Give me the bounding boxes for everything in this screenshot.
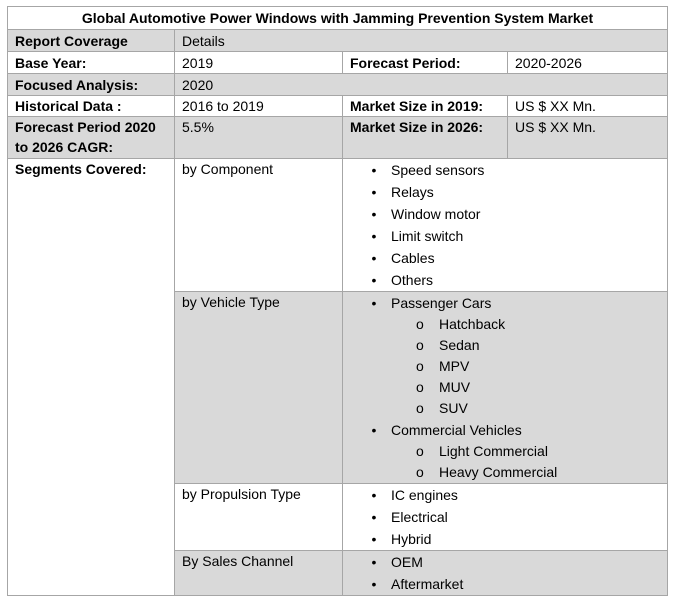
forecast-period-label: Forecast Period: bbox=[343, 52, 508, 74]
segment-list bbox=[343, 484, 667, 550]
bullet-icon: • bbox=[371, 272, 377, 288]
list-item bbox=[343, 292, 667, 419]
bullet-icon: • bbox=[371, 184, 377, 200]
sub-list-item bbox=[391, 314, 667, 335]
historical-label: Historical Data : bbox=[8, 96, 175, 117]
market-size-2019-label: Market Size in 2019: bbox=[343, 96, 508, 117]
list-item bbox=[343, 247, 667, 269]
focused-row bbox=[8, 74, 668, 96]
list-item bbox=[343, 484, 667, 506]
cagr-label: Forecast Period 2020 to 2026 CAGR: bbox=[8, 117, 175, 159]
list-item bbox=[343, 573, 667, 595]
list-item-label: Aftermarket bbox=[391, 576, 464, 592]
segment-items bbox=[343, 551, 668, 596]
coverage-value: Details bbox=[175, 30, 668, 52]
sub-item-label: Light Commercial bbox=[439, 443, 548, 459]
market-size-2026-value: US $ XX Mn. bbox=[508, 117, 668, 159]
sub-item-label: Heavy Commercial bbox=[439, 464, 558, 480]
list-item-label: Others bbox=[391, 272, 434, 288]
circle-bullet-icon: o bbox=[416, 337, 424, 353]
historical-row bbox=[8, 96, 668, 117]
list-item-label: IC engines bbox=[391, 487, 458, 503]
sub-list-item bbox=[391, 462, 667, 483]
bullet-icon: • bbox=[371, 531, 377, 547]
segment-list bbox=[343, 159, 667, 291]
segment-name: By Sales Channel bbox=[175, 551, 343, 596]
sub-item-label: SUV bbox=[439, 400, 468, 416]
circle-bullet-icon: o bbox=[416, 443, 424, 459]
sub-item-label: MUV bbox=[439, 379, 471, 395]
market-size-2019-value: US $ XX Mn. bbox=[508, 96, 668, 117]
list-item-label: Window motor bbox=[391, 206, 481, 222]
sub-item-label: MPV bbox=[439, 358, 470, 374]
list-item bbox=[343, 551, 667, 573]
segment-name: by Component bbox=[175, 159, 343, 292]
table-title: Global Automotive Power Windows with Jamming Prevention System Market bbox=[8, 7, 668, 30]
bullet-icon: • bbox=[371, 206, 377, 222]
list-item-label: Commercial Vehicles bbox=[391, 422, 522, 438]
segment-name: by Vehicle Type bbox=[175, 292, 343, 484]
bullet-icon: • bbox=[371, 487, 377, 503]
circle-bullet-icon: o bbox=[416, 400, 424, 416]
segments-label: Segments Covered: bbox=[8, 159, 175, 596]
list-item bbox=[343, 225, 667, 247]
list-item bbox=[343, 181, 667, 203]
bullet-icon: • bbox=[371, 509, 377, 525]
circle-bullet-icon: o bbox=[416, 464, 424, 480]
list-item-label: Electrical bbox=[391, 509, 448, 525]
list-item bbox=[343, 528, 667, 550]
list-item bbox=[343, 203, 667, 225]
cagr-value: 5.5% bbox=[175, 117, 343, 159]
bullet-icon: • bbox=[371, 295, 377, 311]
historical-value: 2016 to 2019 bbox=[175, 96, 343, 117]
sub-list bbox=[391, 441, 667, 483]
segment-items bbox=[343, 159, 668, 292]
market-report-table bbox=[7, 6, 668, 596]
bullet-icon: • bbox=[371, 162, 377, 178]
segment-name: by Propulsion Type bbox=[175, 484, 343, 551]
list-item-label: Hybrid bbox=[391, 531, 432, 547]
sub-item-label: Sedan bbox=[439, 337, 480, 353]
coverage-label: Report Coverage bbox=[8, 30, 175, 52]
segment-items bbox=[343, 484, 668, 551]
focused-label: Focused Analysis: bbox=[8, 74, 175, 96]
list-item bbox=[343, 419, 667, 483]
list-item bbox=[343, 159, 667, 181]
circle-bullet-icon: o bbox=[416, 379, 424, 395]
circle-bullet-icon: o bbox=[416, 358, 424, 374]
list-item-label: Speed sensors bbox=[391, 162, 485, 178]
segment-row-component bbox=[8, 159, 668, 292]
list-item-label: OEM bbox=[391, 554, 423, 570]
bullet-icon: • bbox=[371, 554, 377, 570]
focused-value: 2020 bbox=[175, 74, 668, 96]
list-item bbox=[343, 269, 667, 291]
title-row bbox=[8, 7, 668, 30]
list-item bbox=[343, 506, 667, 528]
forecast-period-value: 2020-2026 bbox=[508, 52, 668, 74]
sub-list-item bbox=[391, 377, 667, 398]
list-item-label: Passenger Cars bbox=[391, 295, 492, 311]
segment-list bbox=[343, 551, 667, 595]
base-year-row bbox=[8, 52, 668, 74]
list-item-label: Relays bbox=[391, 184, 434, 200]
segment-items bbox=[343, 292, 668, 484]
market-size-2026-label: Market Size in 2026: bbox=[343, 117, 508, 159]
circle-bullet-icon: o bbox=[416, 316, 424, 332]
list-item-label: Cables bbox=[391, 250, 435, 266]
sub-list-item bbox=[391, 356, 667, 377]
sub-list-item bbox=[391, 398, 667, 419]
sub-list bbox=[391, 314, 667, 419]
segment-list bbox=[343, 292, 667, 483]
bullet-icon: • bbox=[371, 422, 377, 438]
base-year-label: Base Year: bbox=[8, 52, 175, 74]
sub-list-item bbox=[391, 335, 667, 356]
bullet-icon: • bbox=[371, 228, 377, 244]
sub-list-item bbox=[391, 441, 667, 462]
sub-item-label: Hatchback bbox=[439, 316, 506, 332]
base-year-value: 2019 bbox=[175, 52, 343, 74]
coverage-row bbox=[8, 30, 668, 52]
bullet-icon: • bbox=[371, 576, 377, 592]
list-item-label: Limit switch bbox=[391, 228, 464, 244]
cagr-row bbox=[8, 117, 668, 159]
bullet-icon: • bbox=[371, 250, 377, 266]
